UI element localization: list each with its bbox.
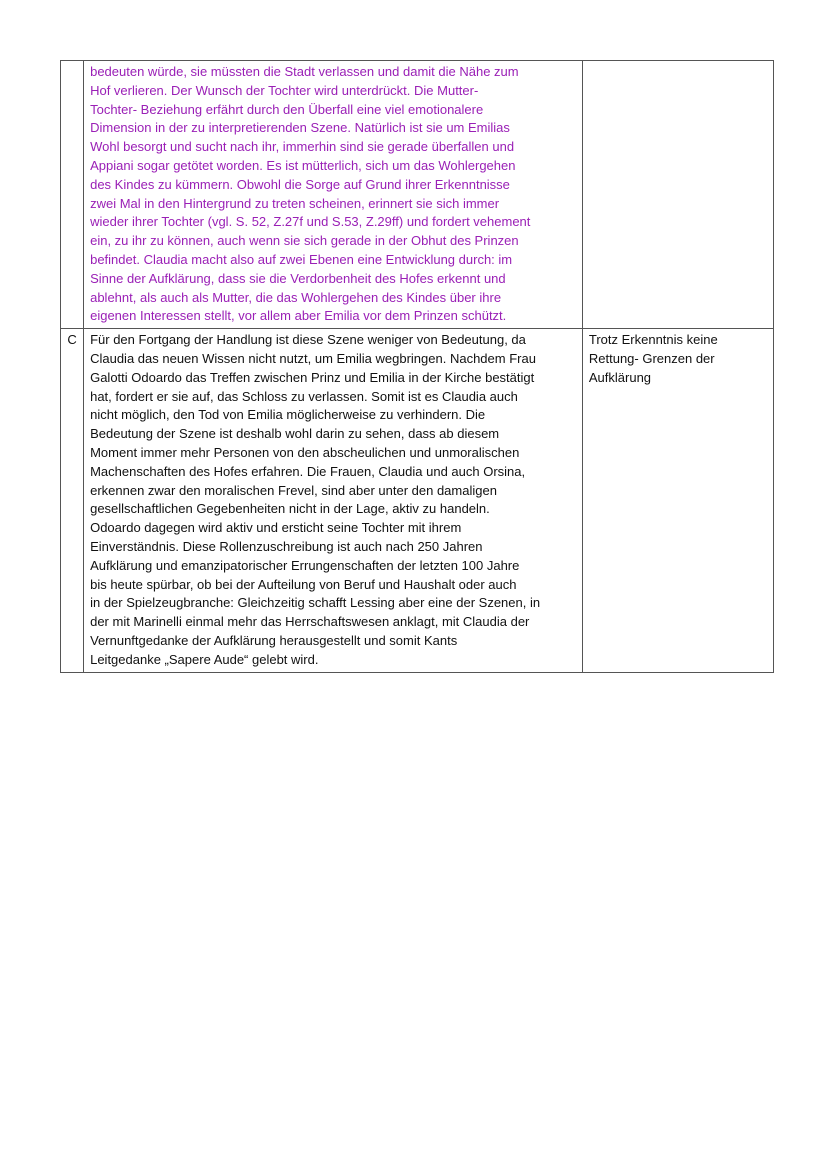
text-line: erkennen zwar den moralischen Frevel, sind aber unter den damaligen: [90, 482, 497, 498]
text-line: nicht möglich, den Tod von Emilia möglicherweise zu verhindern. Die: [90, 407, 486, 423]
text-line: Machenschaften des Hofes erfahren. Die Frauen, Claudia und auch Orsina,: [90, 463, 526, 479]
text-line: Tochter- Beziehung erfährt durch den Überfall eine viel emotionalere: [90, 101, 484, 117]
text-line: Claudia das neuen Wissen nicht nutzt, um Emilia wegbringen. Nachdem Frau: [90, 350, 536, 366]
note-line: Rettung- Grenzen der: [588, 350, 715, 366]
text-line: zwei Mal in den Hintergrund zu treten scheinen, erinnert sie sich immer: [90, 195, 500, 211]
analysis-table: [60, 60, 774, 673]
text-line: in der Spielzeugbranche: Gleichzeitig schafft Lessing aber eine der Szenen, in: [90, 595, 541, 611]
main-text-cell: [84, 329, 583, 672]
text-line: ein, zu ihr zu können, auch wenn sie sich gerade in der Obhut des Prinzen: [90, 233, 519, 249]
row-label: [61, 61, 84, 329]
text-line: bedeuten würde, sie müssten die Stadt verlassen und damit die Nähe zum: [90, 64, 519, 79]
text-line: eigenen Interessen stellt, vor allem aber Emilia vor dem Prinzen schützt.: [90, 308, 507, 324]
text-line: Dimension in der zu interpretierenden Szene. Natürlich ist sie um Emilias: [90, 120, 510, 136]
text-line: befindet. Claudia macht also auf zwei Ebenen eine Entwicklung durch: im: [90, 251, 513, 267]
note-line: Aufklärung: [588, 369, 652, 385]
text-line: bis heute spürbar, ob bei der Aufteilung von Beruf und Haushalt oder auch: [90, 576, 517, 592]
main-text-cell: [84, 61, 583, 329]
text-line: gesellschaftlichen Gegebenheiten nicht in der Lage, aktiv zu handeln.: [90, 501, 490, 517]
text-line: Wohl besorgt und sucht nach ihr, immerhin sind sie gerade überfallen und: [90, 139, 515, 155]
row-label: C: [61, 329, 84, 672]
note-cell: [582, 329, 773, 672]
text-line: Vernunftgedanke der Aufklärung herausgestellt und somit Kants: [90, 632, 458, 648]
note-line: Trotz Erkenntnis keine: [588, 332, 718, 348]
text-line: der mit Marinelli einmal mehr das Herrschaftswesen anklagt, mit Claudia der: [90, 614, 530, 630]
text-line: Leitgedanke „Sapere Aude“ gelebt wird.: [90, 651, 319, 667]
text-line: ablehnt, als auch als Mutter, die das Wohlergehen des Kindes über ihre: [90, 289, 502, 305]
text-line: des Kindes zu kümmern. Obwohl die Sorge auf Grund ihrer Erkenntnisse: [90, 176, 510, 192]
text-line: Moment immer mehr Personen von den abscheulichen und unmoralischen: [90, 444, 520, 460]
text-line: Sinne der Aufklärung, dass sie die Verdorbenheit des Hofes erkennt und: [90, 270, 506, 286]
text-line: Odoardo dagegen wird aktiv und ersticht seine Tochter mit ihrem: [90, 520, 462, 536]
text-line: wieder ihrer Tochter (vgl. S. 52, Z.27f und S.53, Z.29ff) und fordert vehement: [90, 214, 531, 230]
text-line: Aufklärung und emanzipatorischer Errungenschaften der letzten 100 Jahre: [90, 557, 520, 573]
text-line: Bedeutung der Szene ist deshalb wohl darin zu sehen, dass ab diesem: [90, 426, 500, 442]
text-line: Galotti Odoardo das Treffen zwischen Prinz und Emilia in der Kirche bestätigt: [90, 369, 535, 385]
table-row: [61, 329, 774, 672]
text-line: Einverständnis. Diese Rollenzuschreibung ist auch nach 250 Jahren: [90, 538, 483, 554]
table-row: [61, 61, 774, 329]
text-line: Hof verlieren. Der Wunsch der Tochter wird unterdrückt. Die Mutter-: [90, 82, 479, 98]
text-line: Appiani sogar getötet worden. Es ist mütterlich, sich um das Wohlergehen: [90, 157, 516, 173]
text-line: Für den Fortgang der Handlung ist diese Szene weniger von Bedeutung, da: [90, 332, 526, 348]
note-cell: [582, 61, 773, 329]
text-line: hat, fordert er sie auf, das Schloss zu verlassen. Somit ist es Claudia auch: [90, 388, 518, 404]
